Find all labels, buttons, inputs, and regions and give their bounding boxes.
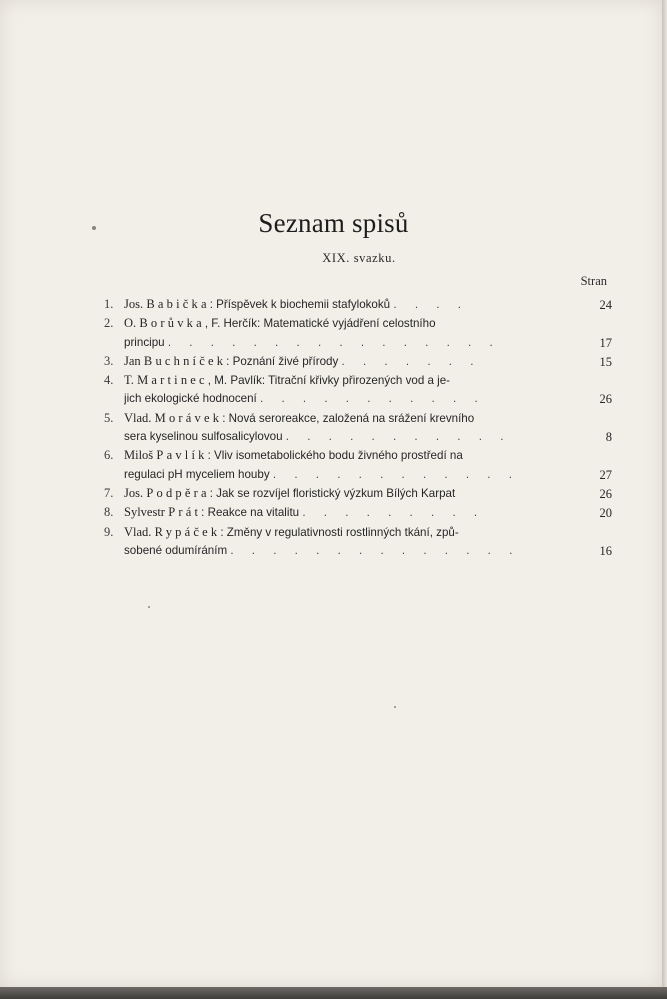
toc-entry xyxy=(104,295,612,314)
author-prefix: T. xyxy=(124,373,134,388)
entry-number: 8. xyxy=(104,505,114,520)
leader-dots: . . . . xyxy=(393,298,469,311)
entry-number: 3. xyxy=(104,353,114,368)
author-name: Morávek xyxy=(154,410,223,425)
entry-title: , F. Herčík: Matematické vyjádření celostního xyxy=(204,317,436,331)
author-name: Prát xyxy=(168,505,202,520)
entry-title: : Nová seroreakce, založená na srážení krevního xyxy=(222,411,475,425)
leader-dots: . . . . . . . . . . . xyxy=(285,430,511,444)
leader-dots: . . . . . . . . . . . xyxy=(260,392,486,406)
entry-title: : Změny v regulativnosti rostlinných tkání, způ- xyxy=(220,525,459,539)
entry-page: 16 xyxy=(599,543,612,558)
entry-page: 20 xyxy=(599,506,612,521)
entry-line xyxy=(124,523,572,542)
paper-speck xyxy=(148,606,150,608)
entry-line xyxy=(124,390,572,408)
entry-title-continued: sobené odumíráním xyxy=(124,543,228,557)
author-prefix: Jos. xyxy=(124,297,144,311)
entry-line xyxy=(124,428,572,446)
toc-entry xyxy=(104,352,612,371)
entry-page: 26 xyxy=(599,392,612,407)
entry-title-continued: sera kyselinou sulfosalicylovou xyxy=(124,430,283,444)
author-prefix: Sylvestr xyxy=(124,505,165,520)
entry-line xyxy=(124,409,572,428)
toc-entry xyxy=(104,409,612,447)
entry-page: 24 xyxy=(599,298,612,312)
toc-entry xyxy=(104,371,612,409)
author-prefix: Miloš xyxy=(124,448,154,463)
table-of-contents xyxy=(104,295,612,560)
entry-title: : Reakce na vitalitu xyxy=(201,506,300,520)
entry-number: 5. xyxy=(104,410,114,425)
entry-line xyxy=(124,371,572,390)
author-name: Martinec xyxy=(137,373,208,388)
entry-page: 26 xyxy=(599,486,612,501)
author-name: Pavlík xyxy=(156,448,208,463)
entry-number: 4. xyxy=(104,373,114,388)
page-title: Seznam spisů xyxy=(258,208,409,238)
toc-entry xyxy=(104,523,612,561)
toc-entry xyxy=(104,503,612,522)
author-prefix: Jan xyxy=(124,353,141,368)
entry-line xyxy=(124,334,572,352)
author-prefix: Vlad. xyxy=(124,524,152,539)
author-prefix: Jos. xyxy=(124,485,144,500)
entry-page: 17 xyxy=(599,335,612,350)
leader-dots: . . . . . . . . . . . . xyxy=(272,467,520,481)
entry-title-continued: jich ekologické hodnocení xyxy=(124,392,257,406)
leader-dots: . . . . . . . . . . . . . . xyxy=(230,543,520,557)
author-prefix: Vlad. xyxy=(124,410,152,425)
entry-title: : Vliv isometabolického bodu živného prostředí na xyxy=(207,449,463,463)
entry-line xyxy=(124,295,572,314)
author-name: Buchníček xyxy=(143,353,227,368)
page-edge xyxy=(662,0,667,999)
scan-bottom-edge xyxy=(0,987,667,999)
entry-line xyxy=(124,503,572,522)
entry-number: 6. xyxy=(104,448,114,463)
volume-subtitle: XIX. svazku. xyxy=(322,251,396,265)
leader-dots: . . . . . . . xyxy=(341,354,481,368)
author-name: Babička xyxy=(146,297,210,311)
entry-title: : Příspěvek k biochemii stafylokoků xyxy=(209,298,391,311)
entry-page: 8 xyxy=(605,430,612,445)
author-name: Rypáček xyxy=(154,524,221,539)
entry-title-continued: principu xyxy=(124,335,165,349)
entry-title: : Poznání živé přírody xyxy=(226,354,339,368)
entry-line xyxy=(124,466,572,484)
entry-page: 27 xyxy=(599,467,612,482)
entry-page: 15 xyxy=(599,354,612,369)
toc-entry xyxy=(104,314,612,352)
toc-entry xyxy=(104,484,612,503)
leader-dots: . . . . . . . . . . . . . . . . xyxy=(167,335,501,349)
entry-line xyxy=(124,446,572,465)
entry-title-continued: regulaci pH myceliem houby xyxy=(124,467,270,481)
toc-entry xyxy=(104,446,612,484)
author-prefix: O. xyxy=(124,316,137,331)
page-column-header: Stran xyxy=(580,274,607,288)
entry-line xyxy=(124,542,572,560)
entry-line xyxy=(124,314,572,333)
entry-title: , M. Pavlík: Titrační křivky přirozených vod a je- xyxy=(207,374,451,388)
leader-dots: . . . . . . . . . xyxy=(302,506,485,520)
entry-number: 9. xyxy=(104,524,114,539)
author-name: Borůvka xyxy=(139,316,205,331)
entry-title: : Jak se rozvíjel floristický výzkum Bílých Karpat xyxy=(209,486,456,500)
entry-number: 7. xyxy=(104,485,114,500)
entry-line xyxy=(124,352,572,371)
paper-speck xyxy=(394,706,396,708)
entry-number: 2. xyxy=(104,316,114,331)
entry-line xyxy=(124,484,572,503)
author-name: Podpěra xyxy=(146,485,210,500)
entry-number: 1. xyxy=(104,297,114,311)
